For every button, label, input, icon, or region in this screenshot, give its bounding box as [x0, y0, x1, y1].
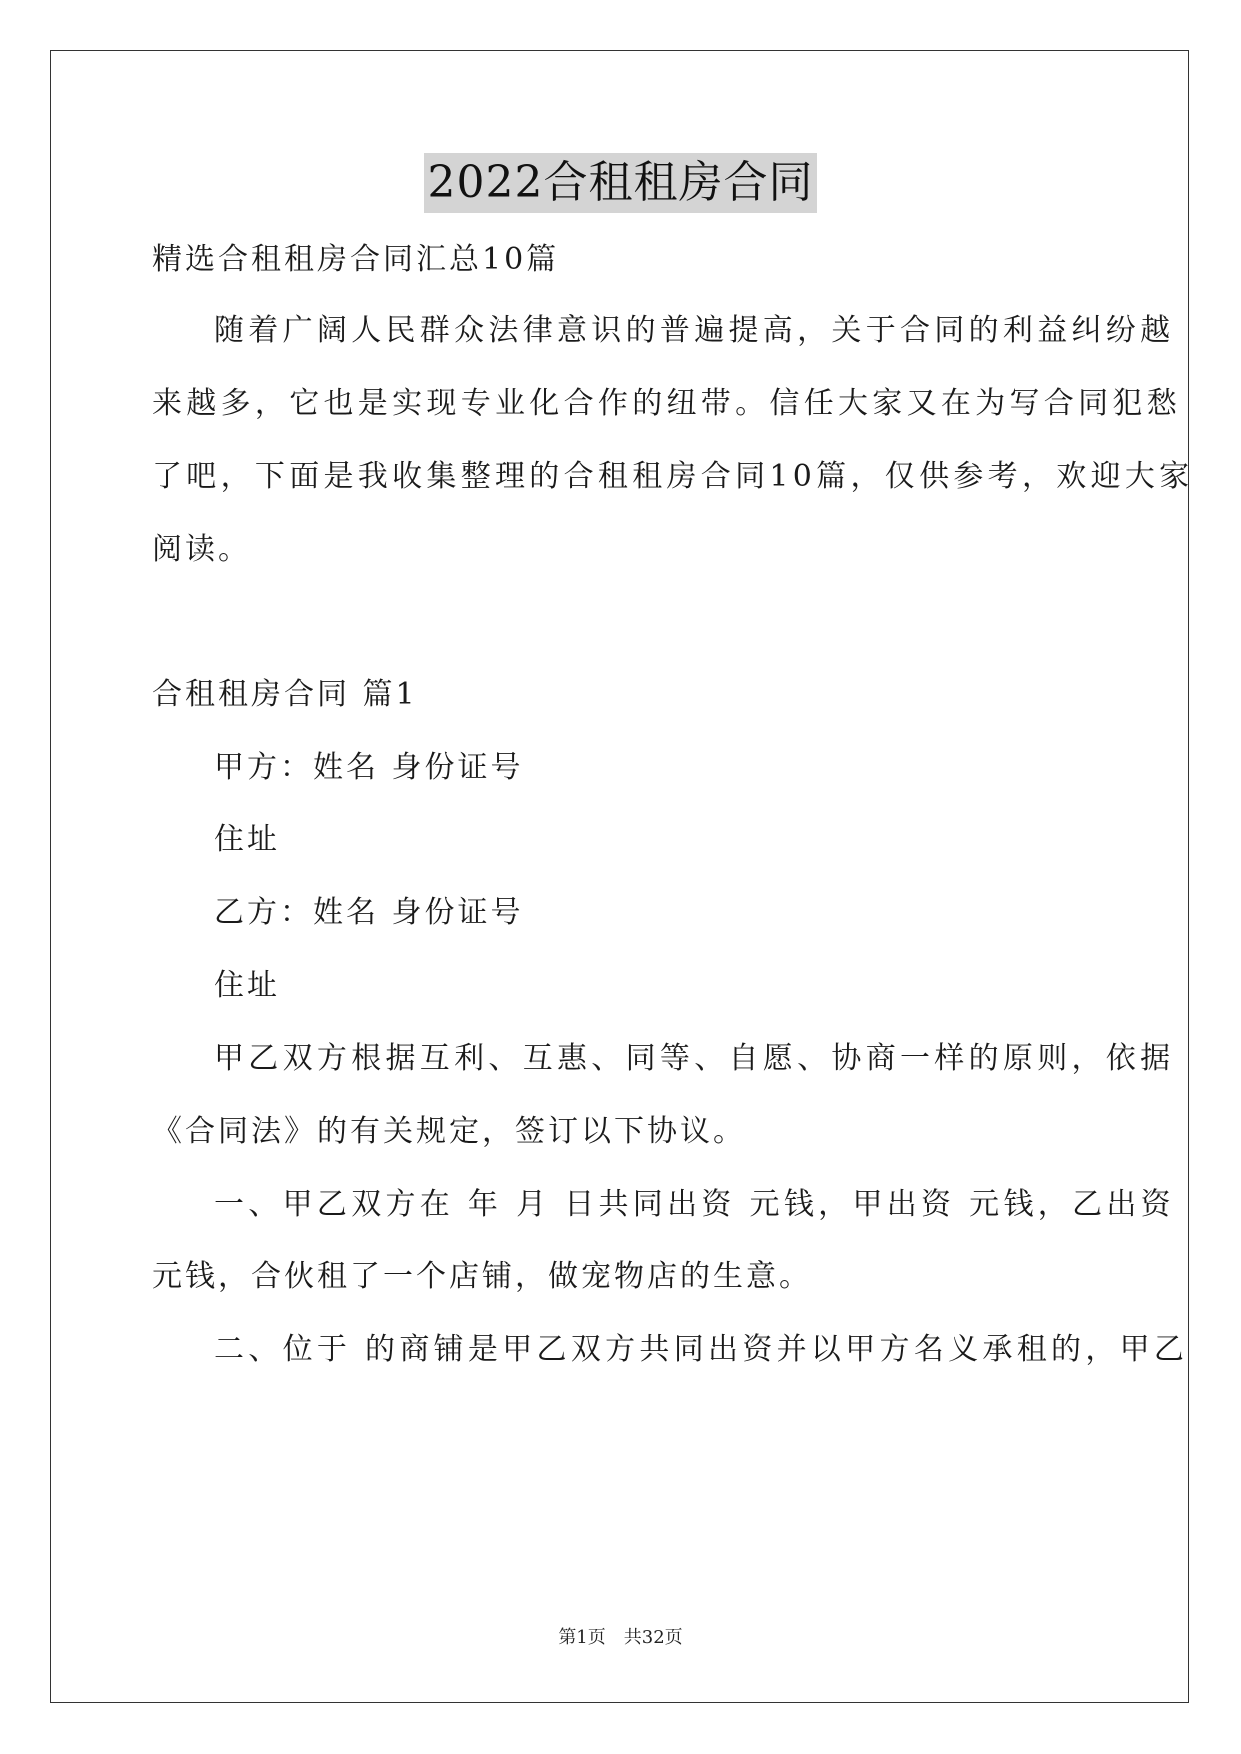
body-line-4: 元钱，合伙租了一个店铺，做宠物店的生意。	[152, 1259, 812, 1294]
title-container	[0, 153, 1241, 213]
intro-line-3: 了吧，下面是我收集整理的合租租房合同10篇，仅供参考，欢迎大家	[152, 459, 1194, 494]
party-b-line: 乙方：姓名 身份证号	[214, 895, 524, 930]
party-b-address: 住址	[214, 968, 280, 1003]
body-line-1: 甲乙双方根据互利、互惠、同等、自愿、协商一样的原则，依据	[214, 1041, 1175, 1076]
intro-line-4: 阅读。	[152, 532, 251, 567]
section-heading: 合租租房合同 篇1	[152, 677, 418, 712]
body-line-5: 二、位于 的商铺是甲乙双方共同出资并以甲方名义承租的，甲乙	[214, 1332, 1189, 1367]
document-subtitle: 精选合租租房合同汇总10篇	[152, 242, 560, 277]
page-border	[50, 50, 1194, 1703]
intro-line-2: 来越多，它也是实现专业化合作的纽带。信任大家又在为写合同犯愁	[152, 386, 1181, 421]
body-line-2: 《合同法》的有关规定，签订以下协议。	[152, 1114, 746, 1149]
document-title: 2022合租租房合同	[424, 153, 818, 213]
party-a-line: 甲方：姓名 身份证号	[214, 750, 524, 785]
party-a-address: 住址	[214, 822, 280, 857]
body-line-3: 一、甲乙双方在 年 月 日共同出资 元钱，甲出资 元钱，乙出资	[214, 1187, 1175, 1222]
intro-line-1: 随着广阔人民群众法律意识的普遍提高，关于合同的利益纠纷越	[214, 313, 1175, 348]
page-number-footer: 第1页 共32页	[558, 1627, 683, 1648]
